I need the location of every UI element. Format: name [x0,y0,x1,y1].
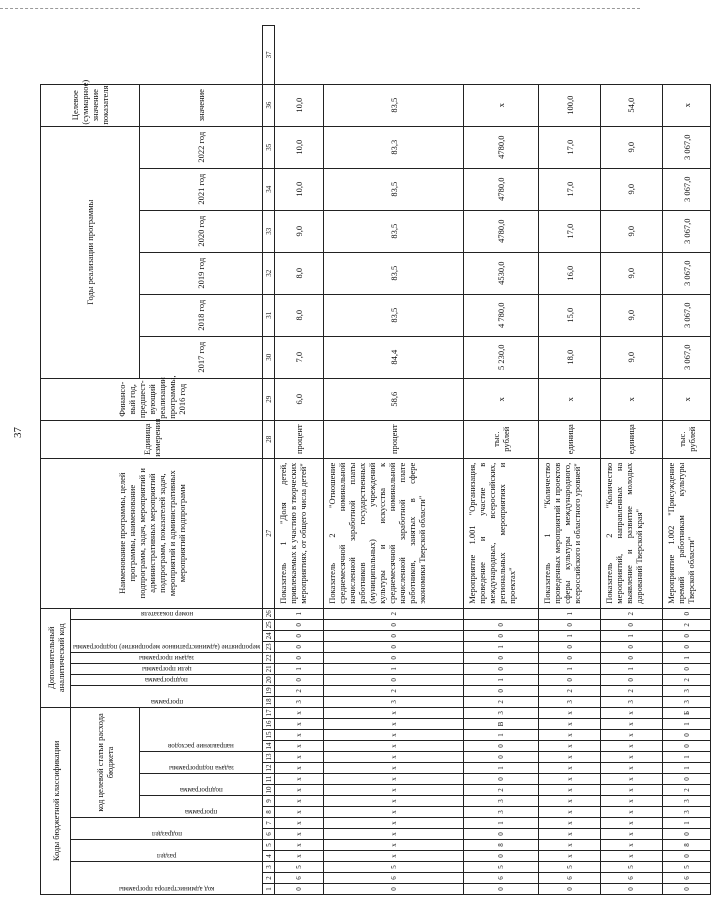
code-cell: 6 [601,873,663,884]
col-index: 8 [263,807,275,818]
code-cell: х [275,741,324,752]
code-cell: х [275,829,324,840]
row-year-value: 4 780,0 [464,294,539,336]
header-podrazdel: подраздел [71,818,263,840]
code-cell: 1 [539,663,601,674]
code-cell: 0 [662,630,711,641]
code-cell: 0 [601,619,663,630]
row-year-value: 9,0 [601,126,663,168]
code-cell: 1 [275,663,324,674]
code-cell: х [275,719,324,730]
code-cell: 0 [464,884,539,895]
row-fin-year: 6,0 [275,378,324,420]
col-index: 15 [264,731,273,739]
code-cell: 0 [275,674,324,685]
row-year-value: 9,0 [601,294,663,336]
code-cell: 0 [323,884,464,895]
code-cell: 3 [601,696,663,707]
code-cell: 2 [662,619,711,630]
code-cell: 3 [464,796,539,807]
col-index: 31 [263,294,275,336]
col-index: 9 [263,796,275,807]
col-index: 18 [264,698,273,706]
code-cell: 0 [275,652,324,663]
col-index: 12 [264,764,273,772]
code-cell: х [539,785,601,796]
code-cell: 2 [464,696,539,707]
code-cell: 0 [601,641,663,652]
code-cell: х [275,796,324,807]
code-cell: 1 [662,818,711,829]
code-cell: 0 [662,741,711,752]
col-index: 19 [264,687,273,695]
row-fin-year: х [662,378,711,420]
code-cell: 0 [275,630,324,641]
code-cell: 1 [539,608,601,619]
code-cell: х [539,829,601,840]
row-year-value: 3 067,0 [662,252,711,294]
code-cell: 5 [662,862,711,873]
code-cell: Б [662,707,711,718]
header-year-2018: 2018 год [140,294,263,336]
code-cell: 0 [662,884,711,895]
code-cell: х [323,730,464,741]
row-year-value: 4530,0 [464,252,539,294]
code-cell: х [601,707,663,718]
header-expense-code: код целевой статьи расхода бюджета [71,707,140,817]
row-year-value: 10,0 [275,168,324,210]
code-cell: 1 [662,752,711,763]
code-cell: х [601,741,663,752]
row-name: Показатель 2 "Отношение среднемесячной номинальной начисленной заработной платы работников государственных (муниципальных) учреждений культуры и искусства к среднемесячной номинальной начисленной заработной плате работников, занятых в сфере экономики Тверской области" [323,458,464,608]
header-napravlenie: направление расходов [140,707,263,751]
row-year-value: 3 067,0 [662,294,711,336]
code-cell: х [323,752,464,763]
row-year-value: 15,0 [539,294,601,336]
code-cell: 2 [464,785,539,796]
row-year-value: 83,5 [323,294,464,336]
code-cell: 0 [323,619,464,630]
code-cell: х [601,774,663,785]
code-cell: х [323,719,464,730]
code-cell: 0 [464,851,539,862]
code-cell: х [601,730,663,741]
col-index: 35 [263,126,275,168]
row-year-value: 4780,0 [464,210,539,252]
code-cell: 3 [539,696,601,707]
row-name: Мероприятие 1.001 "Организация, проведение и участие в международных, всероссийских, региональных мероприятиях и проектах" [464,458,539,608]
col-index: 28 [263,420,275,458]
row-year-value: 83,5 [323,168,464,210]
row-name: Показатель 2 "Количество мероприятий, направленных на выявление и развитие молодых дарований Тверской края" [601,458,663,608]
code-cell: 0 [464,752,539,763]
row-fin-year: х [539,378,601,420]
row-year-value: 3 067,0 [662,210,711,252]
code-cell: 0 [323,652,464,663]
code-cell: 0 [662,608,711,619]
code-cell: х [323,763,464,774]
code-cell: 0 [464,619,539,630]
code-cell: 2 [275,685,324,696]
code-cell: х [601,840,663,851]
code-cell: х [539,840,601,851]
col-index: 16 [264,720,273,728]
code-cell: х [323,851,464,862]
code-cell: 3 [662,685,711,696]
code-cell: 5 [323,862,464,873]
code-cell: 0 [539,674,601,685]
table-row [539,26,601,895]
code-cell: 3 [662,796,711,807]
code-cell: 6 [464,873,539,884]
code-cell: х [275,840,324,851]
code-cell: 0 [275,641,324,652]
row-year-value: 83,5 [323,210,464,252]
code-cell: 1 [539,630,601,641]
row-year-value: 10,0 [275,126,324,168]
col-index: 13 [264,753,273,761]
code-cell: 5 [464,862,539,873]
code-cell: 0 [464,774,539,785]
code-cell: 0 [323,674,464,685]
code-cell: 2 [323,685,464,696]
code-cell: х [275,807,324,818]
row-year-value: 9,0 [275,210,324,252]
code-cell: х [275,752,324,763]
code-cell: х [601,752,663,763]
code-cell: х [601,796,663,807]
code-cell: х [539,719,601,730]
code-cell: х [323,741,464,752]
table-row [464,26,539,895]
code-cell: 0 [662,730,711,741]
row-year-value: 4780,0 [464,126,539,168]
row-year-value: 3 067,0 [662,126,711,168]
row-year-value: 16,0 [539,252,601,294]
header-name: Наименование программы, целей программы, наименование подпрограмм, задач, мероприятий и административных мероприятий подпрограмм, показателей задач, мероприятий и административных мероприятий подпрограмм [41,458,263,608]
code-cell: 1 [464,641,539,652]
code-cell: 1 [662,719,711,730]
code-cell: х [601,785,663,796]
code-cell: 2 [539,685,601,696]
row-unit: процент [323,420,464,458]
header-goal: цели программы [71,663,263,674]
code-cell: 0 [464,685,539,696]
col-index: 33 [263,210,275,252]
row-target: х [662,84,711,126]
row-year-value: 9,0 [601,168,663,210]
row-year-value: 3 067,0 [662,168,711,210]
header-task: задачи программы [71,652,263,663]
code-cell: 0 [662,851,711,862]
row-unit: тыс. рублей [464,420,539,458]
col-index: 17 [263,707,275,718]
code-cell: 2 [601,685,663,696]
row-year-value: 7,0 [275,336,324,378]
header-prog: программа [71,685,263,707]
code-cell: 6 [323,873,464,884]
code-cell: х [275,730,324,741]
code-cell: х [539,752,601,763]
code-cell: 0 [539,884,601,895]
col-index: 30 [263,336,275,378]
row-year-value: 18,0 [539,336,601,378]
row-unit: единица [601,420,663,458]
page-number: 37 [12,427,24,438]
code-cell: х [539,763,601,774]
code-cell: х [323,796,464,807]
col-index: 27 [263,458,275,608]
row-unit: процент [275,420,324,458]
code-cell: х [275,785,324,796]
header-programma: программа [140,796,263,818]
code-cell: 2 [662,674,711,685]
code-cell: х [323,807,464,818]
code-cell: 0 [601,652,663,663]
column-index-row [263,26,275,895]
col-index: 25 [264,621,273,629]
code-cell: 0 [601,884,663,895]
table-row [275,26,324,895]
col-index: 7 [263,818,275,829]
col-index: 6 [263,829,275,840]
code-cell: х [323,774,464,785]
row-year-value: 17,0 [539,168,601,210]
code-cell: 0 [539,652,601,663]
code-cell: 1 [275,608,324,619]
header-extra-code: Дополнительный аналитический код [41,608,71,707]
row-year-value: 17,0 [539,126,601,168]
row-target: 54,0 [601,84,663,126]
code-cell: 8 [464,840,539,851]
code-cell: 3 [323,696,464,707]
col-index: 4 [263,851,275,862]
row-fin-year: 58,6 [323,378,464,420]
code-cell: х [539,730,601,741]
header-podprogramma: подпрограмма [140,774,263,796]
code-cell: х [601,719,663,730]
col-index: 3 [263,862,275,873]
code-cell: х [539,796,601,807]
row-target: 10,0 [275,84,324,126]
code-cell: 3 [662,807,711,818]
row-fin-year: х [601,378,663,420]
col-index: 29 [263,378,275,420]
code-cell: х [601,851,663,862]
code-cell: В [464,719,539,730]
code-cell: 3 [662,696,711,707]
code-cell: х [275,851,324,862]
code-cell: 5 [275,862,324,873]
header-event: мероприятие (административное мероприятие) подпрограммы [71,619,263,652]
table-row [662,26,711,895]
row-year-value: 9,0 [601,336,663,378]
code-cell: х [601,807,663,818]
col-index: 23 [264,643,273,651]
col-index: 10 [264,786,273,794]
code-cell: 6 [275,873,324,884]
code-cell: х [275,763,324,774]
code-cell: 0 [323,641,464,652]
code-cell: х [601,829,663,840]
code-cell: х [601,763,663,774]
code-cell: 1 [464,730,539,741]
code-cell: 0 [464,663,539,674]
col-index: 2 [263,873,275,884]
code-cell: 0 [539,619,601,630]
code-cell: х [539,707,601,718]
code-cell: 0 [275,884,324,895]
row-year-value: 83,5 [323,252,464,294]
header-indicator: номер показателя [71,608,263,619]
col-index: 26 [263,608,275,619]
col-index: 36 [263,84,275,126]
table-row [323,26,464,895]
header-year-2019: 2019 год [140,252,263,294]
header-years-group: Годы реализации программы [41,126,140,378]
code-cell: 1 [662,652,711,663]
row-year-value: 9,0 [601,210,663,252]
code-cell: 1 [323,663,464,674]
row-year-value: 9,0 [601,252,663,294]
code-cell: 0 [662,829,711,840]
header-razdel: раздел [71,840,263,862]
row-year-value: 8,0 [275,252,324,294]
col-index: 20 [264,676,273,684]
code-cell: 5 [539,862,601,873]
code-cell: 5 [601,862,663,873]
row-year-value: 84,4 [323,336,464,378]
code-cell: 8 [662,840,711,851]
code-cell: 2 [662,785,711,796]
code-cell: х [323,707,464,718]
code-cell: х [323,818,464,829]
col-index: 24 [264,632,273,640]
code-cell: 6 [539,873,601,884]
code-cell: 0 [662,774,711,785]
header-year-2021: 2021 год [140,168,263,210]
code-cell: 3 [464,807,539,818]
header-target: Целевое (суммарное) значение показателя [41,84,140,126]
header-year-2017: 2017 год [140,336,263,378]
row-target: 100,0 [539,84,601,126]
code-cell: 3 [275,696,324,707]
program-table [40,25,711,895]
row-unit: тыс. рублей [662,420,711,458]
code-cell: х [539,851,601,862]
header-zadacha: задача подпрограммы [140,752,263,774]
header-budget-codes: Коды бюджетной классификации [41,707,71,894]
code-cell: 1 [464,763,539,774]
header-target-value: значение [140,84,263,126]
row-year-value: 3 067,0 [662,336,711,378]
header-admin-code: код администратора программы [71,862,263,895]
col-index: 5 [263,840,275,851]
code-cell: х [601,818,663,829]
code-cell: 2 [601,608,663,619]
code-cell: 3 [464,707,539,718]
code-cell: 1 [601,663,663,674]
code-cell: х [539,807,601,818]
code-cell: х [539,741,601,752]
row-target: х [464,84,539,126]
row-year-value: 17,0 [539,210,601,252]
table-row [601,26,663,895]
col-index: 34 [263,168,275,210]
code-cell: 1 [601,630,663,641]
table-body [275,26,711,895]
code-cell: 0 [464,652,539,663]
header-fin-year: Финансо-вый год, предшест-вующий реализации программы, 2016 год [41,378,263,420]
row-year-value: 4780,0 [464,168,539,210]
header-year-2022: 2022 год [140,126,263,168]
code-cell: 0 [662,641,711,652]
row-year-value: 83,3 [323,126,464,168]
code-cell: х [539,818,601,829]
row-target: 83,5 [323,84,464,126]
code-cell: 6 [662,873,711,884]
code-cell: 0 [464,630,539,641]
rotated-page [40,25,697,895]
code-cell: х [275,774,324,785]
col-index: 21 [264,665,273,673]
code-cell: х [275,818,324,829]
row-year-value: 5 230,0 [464,336,539,378]
code-cell [464,608,539,619]
code-cell: 0 [275,619,324,630]
col-index: 37 [263,26,275,85]
header-year-2020: 2020 год [140,210,263,252]
col-index: 22 [264,654,273,662]
col-index: 1 [263,884,275,895]
code-cell: х [323,840,464,851]
code-cell: 0 [464,829,539,840]
col-index: 32 [263,252,275,294]
code-cell: 2 [323,608,464,619]
code-cell: 1 [662,763,711,774]
code-cell: х [323,785,464,796]
row-name: Показатель 1 "Доля детей, привлекаемых к участию в творческих мероприятиях, от общего числа детей" [275,458,324,608]
col-index: 11 [263,774,275,785]
header-unit: Единица измерения [41,420,263,458]
header-subprog: подпрограмма [71,674,263,685]
row-year-value: 8,0 [275,294,324,336]
code-cell: 0 [601,674,663,685]
code-cell: 0 [464,741,539,752]
page-top-rule [0,8,640,9]
code-cell: х [275,707,324,718]
code-cell: 0 [323,630,464,641]
code-cell: х [323,829,464,840]
row-fin-year: х [464,378,539,420]
code-cell: 1 [464,674,539,685]
code-cell: 0 [539,641,601,652]
row-name: Мероприятие 1.002 "Присуждение премий работникам культуры Тверской области" [662,458,711,608]
row-unit: единица [539,420,601,458]
row-name: Показатель 1 "Количество проведенных мероприятий и проектов сферы культуры международного, всероссийского и областного уровней" [539,458,601,608]
col-index: 14 [264,742,273,750]
code-cell: 1 [464,818,539,829]
code-cell: х [539,774,601,785]
code-cell: 0 [662,663,711,674]
